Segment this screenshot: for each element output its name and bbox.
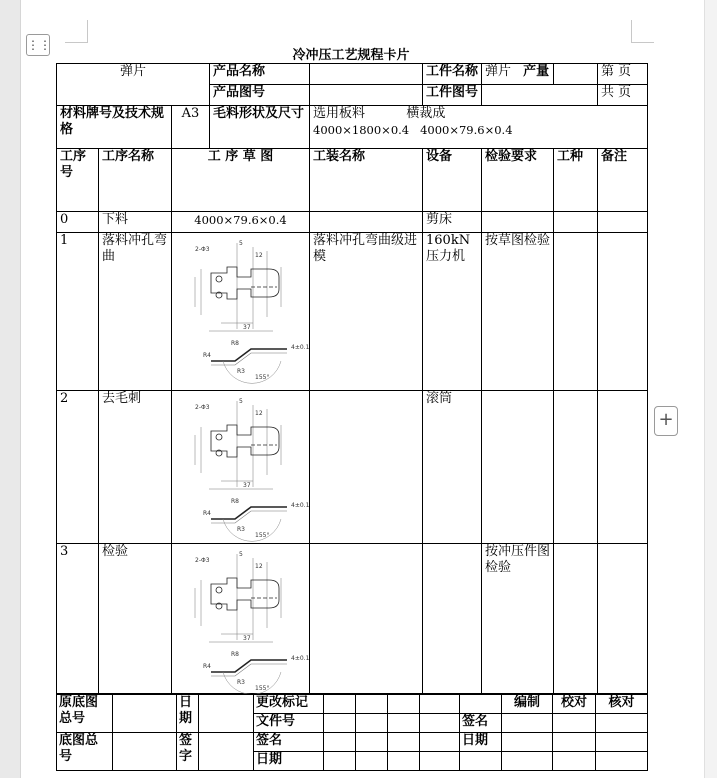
row3-tooling <box>310 544 423 694</box>
orig-total-value <box>113 695 177 733</box>
sign-value <box>199 733 254 771</box>
svg-text:R8: R8 <box>230 498 239 505</box>
svg-text:R4: R4 <box>202 510 211 517</box>
col-header-sketch: 工 序 草 图 <box>172 149 310 212</box>
col-header-remarks: 备注 <box>598 149 648 212</box>
change-mark-label: 更改标记 <box>254 695 324 714</box>
product-drawing-label: 产品图号 <box>210 85 310 106</box>
cell <box>324 714 356 733</box>
material-value: A3 <box>172 106 210 149</box>
sign-vertical-label: 签字 <box>177 733 199 771</box>
cell <box>324 733 356 752</box>
process-sketch <box>175 237 309 381</box>
compile-label: 编制 <box>502 695 553 714</box>
svg-text:12: 12 <box>254 563 263 570</box>
col-header-name: 工序名称 <box>99 149 172 212</box>
row2-seq: 2 <box>57 391 99 544</box>
cell <box>553 714 596 733</box>
row0-name: 下料 <box>99 212 172 233</box>
row2-sketch <box>172 391 310 544</box>
check-label: 校对 <box>553 695 596 714</box>
cell <box>388 695 420 714</box>
col-header-inspection: 检验要求 <box>482 149 554 212</box>
svg-text:R4: R4 <box>202 663 211 670</box>
cell <box>356 714 388 733</box>
workpiece-drawing-value <box>482 85 598 106</box>
svg-text:37: 37 <box>242 482 251 489</box>
cell <box>502 714 553 733</box>
base-total-label: 底图总号 <box>57 733 113 771</box>
row1-tooling: 落料冲孔弯曲级进模 <box>310 233 423 391</box>
row1-inspection: 按草图检验 <box>482 233 554 391</box>
plus-icon[interactable]: + <box>654 406 678 436</box>
row3-seq: 3 <box>57 544 99 694</box>
row0-sketch-text: 4000×79.6×0.4 <box>172 212 310 233</box>
blank-label: 毛料形状及尺寸 <box>210 106 310 149</box>
date-vertical-label: 日期 <box>177 695 199 733</box>
row1-sketch <box>172 233 310 391</box>
col-header-tooling: 工装名称 <box>310 149 423 212</box>
row1-seq: 1 <box>57 233 99 391</box>
cell <box>324 695 356 714</box>
svg-text:R3: R3 <box>236 368 245 375</box>
col-header-seq: 工序号 <box>57 149 99 212</box>
margin-corner-mark <box>631 20 654 43</box>
svg-text:5: 5 <box>238 398 243 405</box>
svg-text:2-Φ3: 2-Φ3 <box>194 246 210 253</box>
svg-text:R8: R8 <box>230 651 239 658</box>
cell <box>356 733 388 752</box>
cell <box>596 733 648 752</box>
svg-text:5: 5 <box>238 240 243 247</box>
sign-label-right: 签名 <box>460 714 502 733</box>
orig-total-label: 原底图总号 <box>57 695 113 733</box>
row0-trade <box>554 212 598 233</box>
output-label: 产量 <box>523 64 550 79</box>
material-label: 材料牌号及技术规格 <box>57 106 172 149</box>
product-drawing-value <box>310 85 423 106</box>
cell <box>502 733 553 752</box>
row1-name: 落料冲孔弯曲 <box>99 233 172 391</box>
row0-tooling <box>310 212 423 233</box>
svg-text:12: 12 <box>254 410 263 417</box>
row1-equipment: 160kN压力机 <box>423 233 482 391</box>
svg-text:12: 12 <box>254 252 263 259</box>
svg-text:155°: 155° <box>254 374 269 381</box>
workpiece-drawing-label: 工件图号 <box>423 85 482 106</box>
svg-text:R8: R8 <box>230 340 239 347</box>
col-header-trade: 工种 <box>554 149 598 212</box>
date-label-right: 日期 <box>460 733 502 752</box>
sign-label: 签名 <box>254 733 324 752</box>
cell <box>460 695 502 714</box>
row2-remarks <box>598 391 648 544</box>
svg-text:5: 5 <box>238 551 243 558</box>
cell <box>553 733 596 752</box>
cell <box>596 752 648 771</box>
row3-sketch <box>172 544 310 694</box>
output-value <box>554 64 598 85</box>
cell <box>420 714 460 733</box>
row1-trade <box>554 233 598 391</box>
row1-remarks <box>598 233 648 391</box>
workpiece-name-label: 工件名称 <box>423 64 482 85</box>
svg-text:R4: R4 <box>202 352 211 359</box>
cell <box>460 752 502 771</box>
process-sketch <box>175 548 309 692</box>
row0-seq: 0 <box>57 212 99 233</box>
row3-remarks <box>598 544 648 694</box>
part-name-cell: 弹片 <box>57 64 210 106</box>
row2-inspection <box>482 391 554 544</box>
cell <box>596 714 648 733</box>
cell <box>420 752 460 771</box>
cell <box>388 752 420 771</box>
row2-name: 去毛刺 <box>99 391 172 544</box>
page-title: 冷冲压工艺规程卡片 <box>292 48 410 63</box>
row3-equipment <box>423 544 482 694</box>
svg-text:R3: R3 <box>236 679 245 686</box>
svg-text:155°: 155° <box>254 532 269 539</box>
move-handle-icon[interactable]: ⋮⋮ <box>26 34 50 56</box>
date-label: 日期 <box>254 752 324 771</box>
svg-text:37: 37 <box>242 635 251 642</box>
svg-text:37: 37 <box>242 324 251 331</box>
svg-text:2-Φ3: 2-Φ3 <box>194 404 210 411</box>
cell <box>356 695 388 714</box>
product-name-value <box>310 64 423 85</box>
date-value <box>199 695 254 733</box>
blank-line2: 4000×1800×0.4 4000×79.6×0.4 <box>313 123 513 137</box>
row2-equipment: 滚筒 <box>423 391 482 544</box>
process-sketch <box>175 395 309 539</box>
cell <box>324 752 356 771</box>
total-pages-label: 共 页 <box>598 85 648 106</box>
margin-corner-mark <box>65 20 88 43</box>
page-label: 第 页 <box>598 64 648 85</box>
process-card-table <box>56 63 648 694</box>
blank-line1: 选用板料 横裁成 <box>313 106 446 121</box>
svg-text:2-Φ3: 2-Φ3 <box>194 557 210 564</box>
row2-trade <box>554 391 598 544</box>
row2-tooling <box>310 391 423 544</box>
svg-text:155°: 155° <box>254 685 269 692</box>
verify-label: 核对 <box>596 695 648 714</box>
workpiece-name: 弹片 <box>485 64 512 79</box>
row3-name: 检验 <box>99 544 172 694</box>
cell <box>553 752 596 771</box>
row0-remarks <box>598 212 648 233</box>
cell <box>420 733 460 752</box>
cell <box>420 695 460 714</box>
base-total-value <box>113 733 177 771</box>
cell <box>502 752 553 771</box>
cell <box>356 752 388 771</box>
cell <box>388 714 420 733</box>
svg-text:4±0.1: 4±0.1 <box>290 655 309 662</box>
product-name-label: 产品名称 <box>210 64 310 85</box>
workpiece-name-value <box>482 64 554 85</box>
signature-table <box>56 694 648 771</box>
svg-text:R3: R3 <box>236 526 245 533</box>
row0-inspection <box>482 212 554 233</box>
row0-equipment: 剪床 <box>423 212 482 233</box>
row3-trade <box>554 544 598 694</box>
row3-inspection: 按冲压件图检验 <box>482 544 554 694</box>
svg-text:4±0.1: 4±0.1 <box>290 502 309 509</box>
svg-text:4±0.1: 4±0.1 <box>290 344 309 351</box>
file-no-label: 文件号 <box>254 714 324 733</box>
blank-spec <box>310 106 648 149</box>
cell <box>388 733 420 752</box>
col-header-equipment: 设备 <box>423 149 482 212</box>
scrollbar[interactable] <box>704 0 717 778</box>
